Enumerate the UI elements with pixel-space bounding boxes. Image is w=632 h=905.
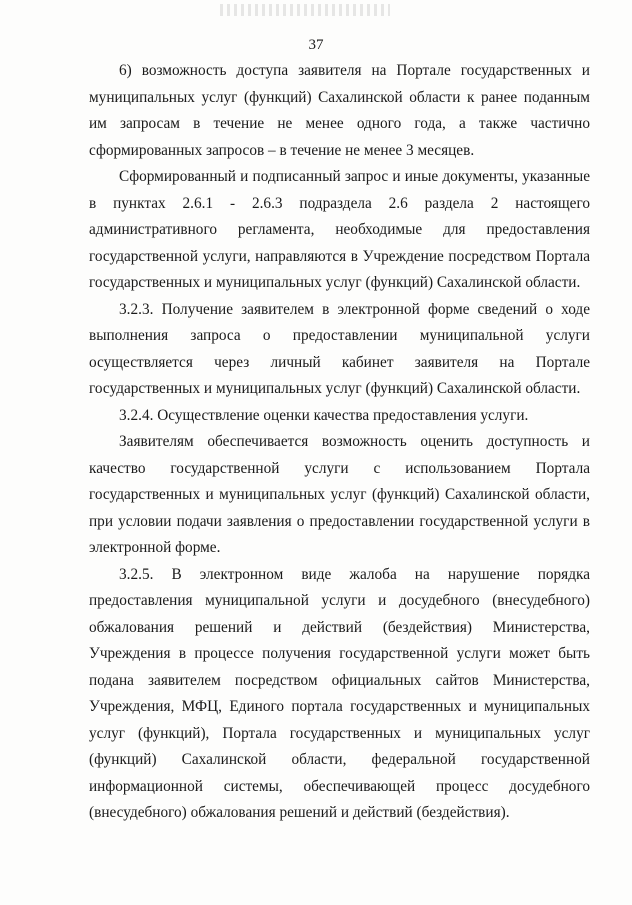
paragraph-submitted-request: Сформированный и подписанный запрос и иные документы, указанные в пунктах 2.6.1 - 2.6.3 подраздела 2.6 раздела 2 настоящего административного регламента, необходимые для предоставления государственной услуги, направляются в Учреждение посредством Портала государственных и муниципальных услуг (функций) Сахалинской области. — [89, 168, 590, 291]
document-body — [89, 58, 590, 827]
paragraph-3-2-4: 3.2.4. Осуществление оценки качества предоставления услуги. — [119, 406, 529, 424]
paragraph-3-2-5: 3.2.5. В электронном виде жалоба на нарушение порядка предоставления муниципальной услуги и досудебного (внесудебного) обжалования решений и действий (бездействия) Министерства, Учреждения в процессе получения государственной услуги может быть подана заявителем посредством официальных сайтов Министерства, Учреждения, МФЦ, Единого портала государственных и муниципальных услуг (функций), Портала государственных и муниципальных услуг (функций) Сахалинской области, федеральной государственной информационной системы, обеспечивающей процесс досудебного (внесудебного) обжалования решений и действий (бездействия). — [89, 565, 590, 821]
scan-artifact — [220, 4, 390, 16]
page-number: 37 — [308, 37, 324, 53]
paragraph-3-2-3: 3.2.3. Получение заявителем в электронной форме сведений о ходе выполнения запроса о предоставлении муниципальной услуги осуществляется через личный кабинет заявителя на Портале государственных и муниципальных услуг (функций) Сахалинской области. — [89, 300, 590, 397]
paragraph-quality-assessment: Заявителям обеспечивается возможность оценить доступность и качество государственной услуги с использованием Портала государственных и муниципальных услуг (функций) Сахалинской области, при условии подачи заявления о предоставлении государственной услуги в электронной форме. — [89, 433, 590, 556]
paragraph-access-requests: 6) возможность доступа заявителя на Портале государственных и муниципальных услуг (функций) Сахалинской области к ранее поданным им запросам в течение не менее одного года, а также частично сформированных запросов – в течение не менее 3 месяцев. — [89, 62, 590, 159]
